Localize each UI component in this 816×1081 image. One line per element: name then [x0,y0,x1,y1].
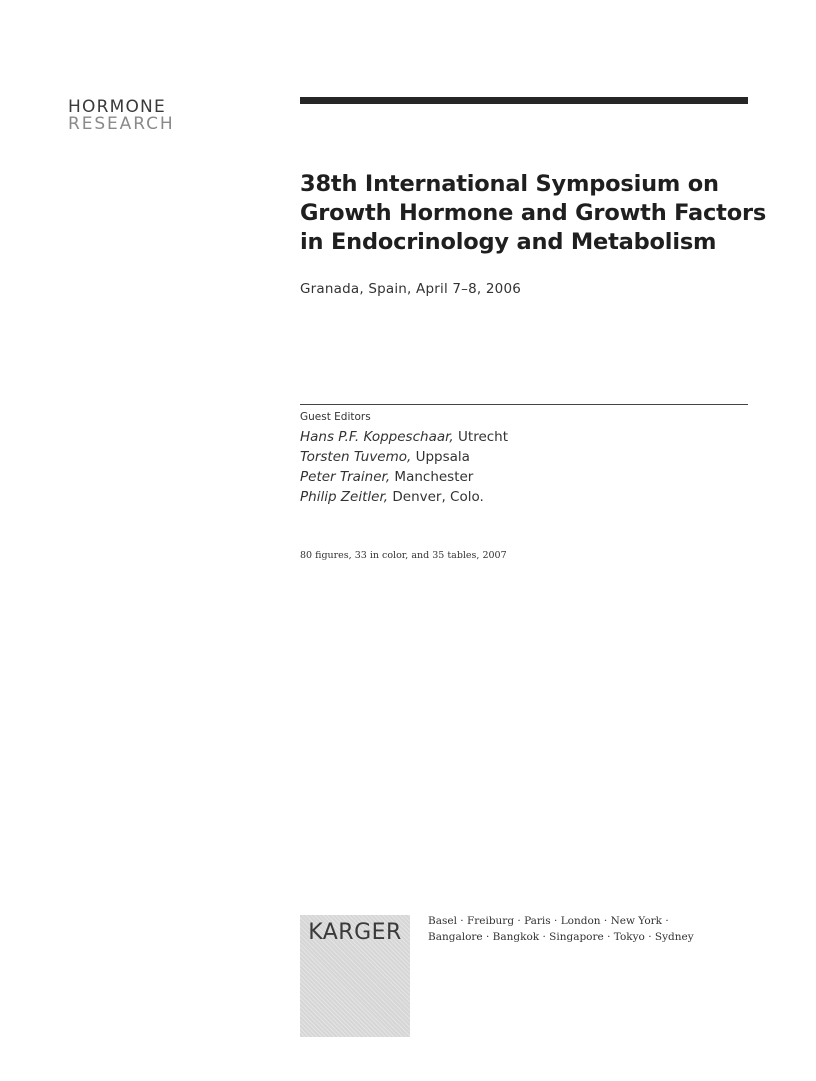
editor-place: Uppsala [411,449,470,465]
cities-line: Bangalore · Bangkok · Singapore · Tokyo · Sydney [428,931,694,943]
meeting-location-date: Granada, Spain, April 7–8, 2006 [300,281,522,297]
editor-name: Hans P.F. Koppeschaar, [300,429,454,445]
divider-rule [300,404,748,405]
journal-logo-line1: HORMONE [68,97,166,117]
journal-logo [68,99,175,133]
cities-line: Basel · Freiburg · Paris · London · New York · [428,915,669,927]
editor-item [300,467,508,487]
editor-name: Torsten Tuvemo, [300,449,412,465]
editor-item [300,447,508,467]
editor-item [300,487,508,507]
book-title [300,170,770,257]
publisher-cities [428,913,694,945]
editor-name: Peter Trainer, [300,469,391,485]
title-line: Growth Hormone and Growth Factors [300,200,767,226]
editors-label: Guest Editors [300,411,371,423]
editor-place: Manchester [390,469,474,485]
top-rule [300,97,748,104]
editor-place: Denver, Colo. [388,489,484,505]
publisher-wordmark: KARGER [308,920,402,945]
figures-note: 80 figures, 33 in color, and 35 tables, 2007 [300,550,507,561]
editor-name: Philip Zeitler, [300,489,389,505]
editor-place: Utrecht [453,429,509,445]
journal-logo-line2: RESEARCH [68,114,175,134]
publisher-logo [300,915,410,1037]
title-line: in Endocrinology and Metabolism [300,229,717,255]
title-line: 38th International Symposium on [300,171,719,197]
editor-item [300,427,508,447]
editors-list [300,427,508,507]
